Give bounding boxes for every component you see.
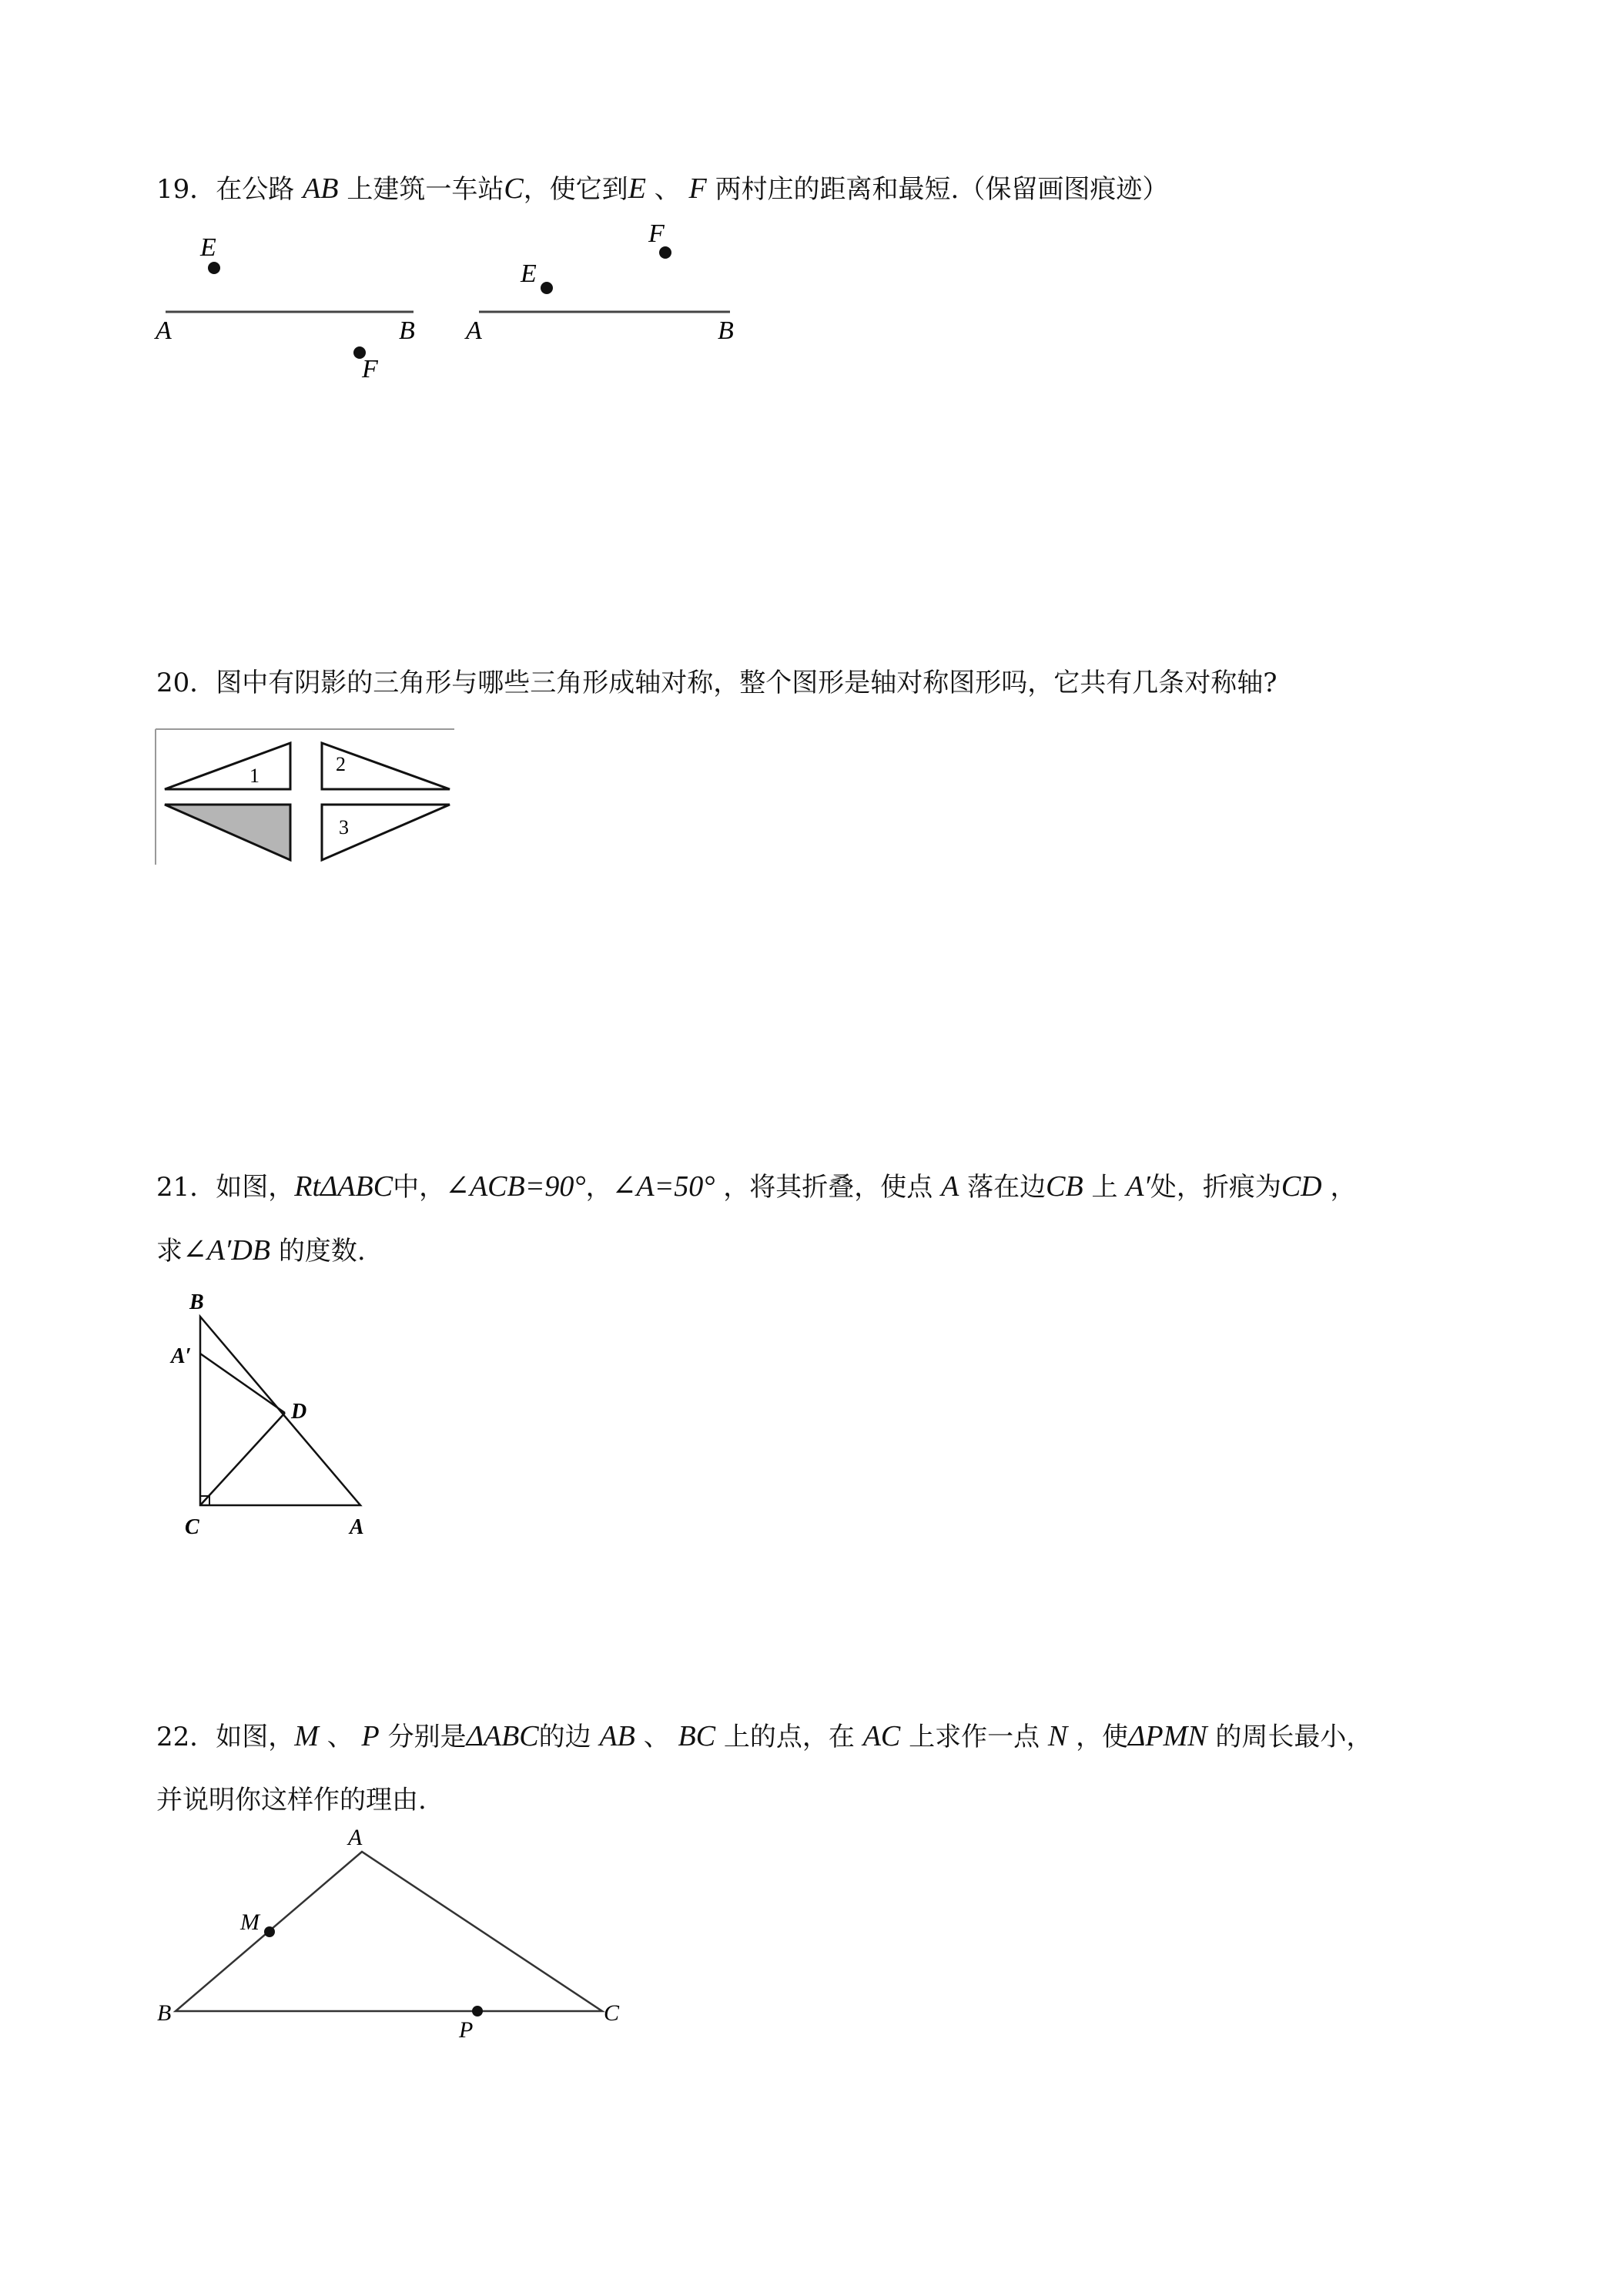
label-triangle-1: 1 — [249, 765, 260, 787]
label-b-left: B — [399, 316, 415, 345]
label-m: M — [240, 1909, 260, 1935]
question-20-text: 20．图中有阴影的三角形与哪些三角形成轴对称，整个图形是轴对称图形吗，它共有几条对称轴? — [156, 668, 1277, 698]
label-p: P — [459, 2017, 474, 2040]
question-19-text: 19．在公路 AB 上建筑一车站C，使它到E 、 F 两村庄的距离和最短.（保留画图痕迹） — [156, 172, 1169, 205]
label-c: C — [604, 2000, 620, 2026]
label-a: A — [348, 1825, 363, 1850]
label-b-right: B — [718, 316, 734, 345]
label-f-left: F — [362, 355, 378, 383]
figure-19-right — [462, 216, 755, 354]
label-c: C — [185, 1515, 199, 1539]
label-b: B — [157, 2000, 172, 2026]
figure-20 — [154, 728, 462, 866]
point-p — [472, 2006, 483, 2017]
question-21-line-2: 求∠A′DB 的度数. — [156, 1234, 366, 1267]
question-21 — [156, 1155, 1481, 1283]
label-triangle-2: 2 — [336, 753, 346, 775]
question-22-line-2: 并说明你这样作的理由. — [156, 1785, 427, 1816]
label-a-right: A — [466, 316, 482, 345]
label-b: B — [189, 1290, 204, 1314]
question-20 — [156, 651, 1481, 715]
label-d: D — [291, 1400, 307, 1424]
question-21-line-1: 21．如图，RtΔABC中，∠ACB=90°，∠A=50° ，将其折叠，使点 A 落在边CB 上 A′处，折痕为CD ， — [156, 1170, 1357, 1203]
figure-21 — [162, 1286, 385, 1548]
triangle-abc — [200, 1317, 360, 1505]
figure-19-left — [154, 223, 431, 393]
triangle-1 — [165, 743, 290, 789]
question-19 — [156, 157, 1481, 221]
point-m — [264, 1926, 275, 1937]
label-a-left: A — [156, 316, 172, 345]
point-e-left — [208, 262, 220, 274]
label-triangle-3: 3 — [339, 816, 349, 838]
point-f-right — [659, 246, 671, 259]
label-e-left: E — [200, 233, 216, 262]
label-a: A — [350, 1515, 364, 1539]
figure-22 — [154, 1825, 631, 2040]
label-e-right: E — [521, 259, 537, 288]
triangle-shaded — [165, 805, 290, 860]
label-f-right: F — [648, 219, 665, 248]
fold-a-prime-d — [200, 1354, 285, 1413]
question-22 — [156, 1705, 1481, 1832]
point-e-right — [541, 282, 553, 294]
label-a-prime: A′ — [171, 1344, 192, 1368]
crease-cd — [200, 1413, 285, 1505]
question-22-line-1: 22．如图，M 、 P 分别是ΔABC的边 AB 、 BC 上的点，在 AC 上求作一点 N ，使ΔPMN 的周长最小， — [156, 1720, 1373, 1752]
